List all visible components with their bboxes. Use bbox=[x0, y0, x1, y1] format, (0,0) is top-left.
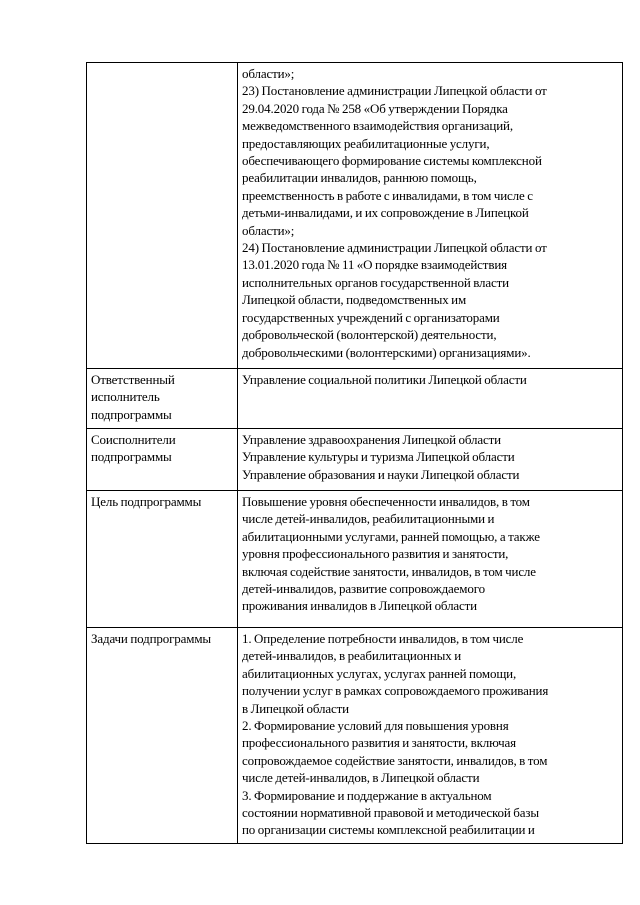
text-line: области»; bbox=[242, 66, 295, 81]
text-line: исполнительных органов государственной власти bbox=[242, 274, 509, 290]
text-line: исполнитель bbox=[91, 389, 160, 405]
text-line: предоставляющих реабилитационные услуги, bbox=[242, 135, 490, 151]
text-line: детьми-инвалидами, и их сопровождение в Липецкой bbox=[242, 205, 529, 221]
text-line: Цель подпрограммы bbox=[91, 494, 202, 509]
row-value-cell bbox=[238, 429, 623, 491]
text-line: профессионального развития и занятости, включая bbox=[242, 735, 516, 751]
text-line: уровня профессионального развития и занятости, bbox=[242, 546, 509, 562]
text-line: межведомственного взаимодействия организаций, bbox=[242, 118, 513, 134]
text-line: Соисполнители bbox=[91, 432, 176, 447]
row-value-cell bbox=[238, 369, 623, 429]
row-value-cell bbox=[238, 491, 623, 628]
text-line: добровольческими (волонтерскими) организациями». bbox=[242, 344, 531, 360]
text-line: Управление образования и науки Липецкой области bbox=[242, 466, 520, 482]
row-label-cell bbox=[87, 491, 238, 628]
table-row bbox=[87, 63, 623, 369]
text-line: включая содействие занятости, инвалидов, в том числе bbox=[242, 563, 536, 579]
text-line: обеспечивающего формирование системы комплексной bbox=[242, 153, 542, 169]
text-line: Управление культуры и туризма Липецкой области bbox=[242, 449, 515, 465]
text-line: числе детей-инвалидов, реабилитационными и bbox=[242, 511, 495, 527]
text-line: абилитационными услугами, ранней помощью, а также bbox=[242, 528, 540, 544]
subprogram-passport-table bbox=[86, 62, 623, 844]
table-row bbox=[87, 429, 623, 491]
table-row bbox=[87, 369, 623, 429]
text-line: Задачи подпрограммы bbox=[91, 631, 211, 646]
text-line: 2. Формирование условий для повышения уровня bbox=[242, 718, 509, 734]
row-value-cell bbox=[238, 628, 623, 844]
text-line: 1. Определение потребности инвалидов, в том числе bbox=[242, 631, 524, 646]
text-line: абилитационных услугах, услугах ранней помощи, bbox=[242, 665, 517, 681]
text-line: детей-инвалидов, в реабилитационных и bbox=[242, 648, 462, 664]
text-line: Повышение уровня обеспеченности инвалидов, в том bbox=[242, 494, 530, 509]
text-line: Липецкой области, подведомственных им bbox=[242, 292, 467, 308]
row-label-cell bbox=[87, 429, 238, 491]
text-line: в Липецкой области bbox=[242, 700, 349, 716]
text-line: государственных учреждений с организаторами bbox=[242, 309, 500, 325]
text-line: сопровождаемое содействие занятости, инвалидов, в том bbox=[242, 752, 548, 768]
text-line: подпрограммы bbox=[91, 406, 172, 422]
text-line: Ответственный bbox=[91, 372, 175, 387]
text-line: области»; bbox=[242, 222, 295, 238]
text-line: состоянии нормативной правовой и методической базы bbox=[242, 805, 539, 821]
row-label-cell bbox=[87, 628, 238, 844]
text-line: числе детей-инвалидов, в Липецкой области bbox=[242, 770, 480, 786]
text-line: проживания инвалидов в Липецкой области bbox=[242, 598, 477, 614]
text-line: 13.01.2020 года № 11 «О порядке взаимодействия bbox=[242, 257, 507, 273]
text-line: детей-инвалидов, развитие сопровождаемого bbox=[242, 581, 485, 597]
text-line: получении услуг в рамках сопровождаемого проживания bbox=[242, 683, 549, 699]
text-line: добровольческой (волонтерской) деятельности, bbox=[242, 327, 497, 343]
row-label-cell bbox=[87, 369, 238, 429]
table-row bbox=[87, 491, 623, 628]
row-value-cell bbox=[238, 63, 623, 369]
text-line: 23) Постановление администрации Липецкой области от bbox=[242, 83, 547, 99]
row-label-cell bbox=[87, 63, 238, 369]
table-row bbox=[87, 628, 623, 844]
text-line: 24) Постановление администрации Липецкой области от bbox=[242, 240, 547, 256]
text-line: реабилитации инвалидов, раннюю помощь, bbox=[242, 170, 477, 186]
text-line: преемственность в работе с инвалидами, в том числе с bbox=[242, 187, 533, 203]
text-line: Управление социальной политики Липецкой области bbox=[242, 372, 527, 387]
text-line: подпрограммы bbox=[91, 449, 172, 465]
text-line: 29.04.2020 года № 258 «Об утверждении Порядка bbox=[242, 100, 508, 116]
text-line: по организации системы комплексной реабилитации и bbox=[242, 822, 535, 838]
text-line: 3. Формирование и поддержание в актуальном bbox=[242, 787, 492, 803]
text-line: Управление здравоохранения Липецкой области bbox=[242, 432, 501, 447]
